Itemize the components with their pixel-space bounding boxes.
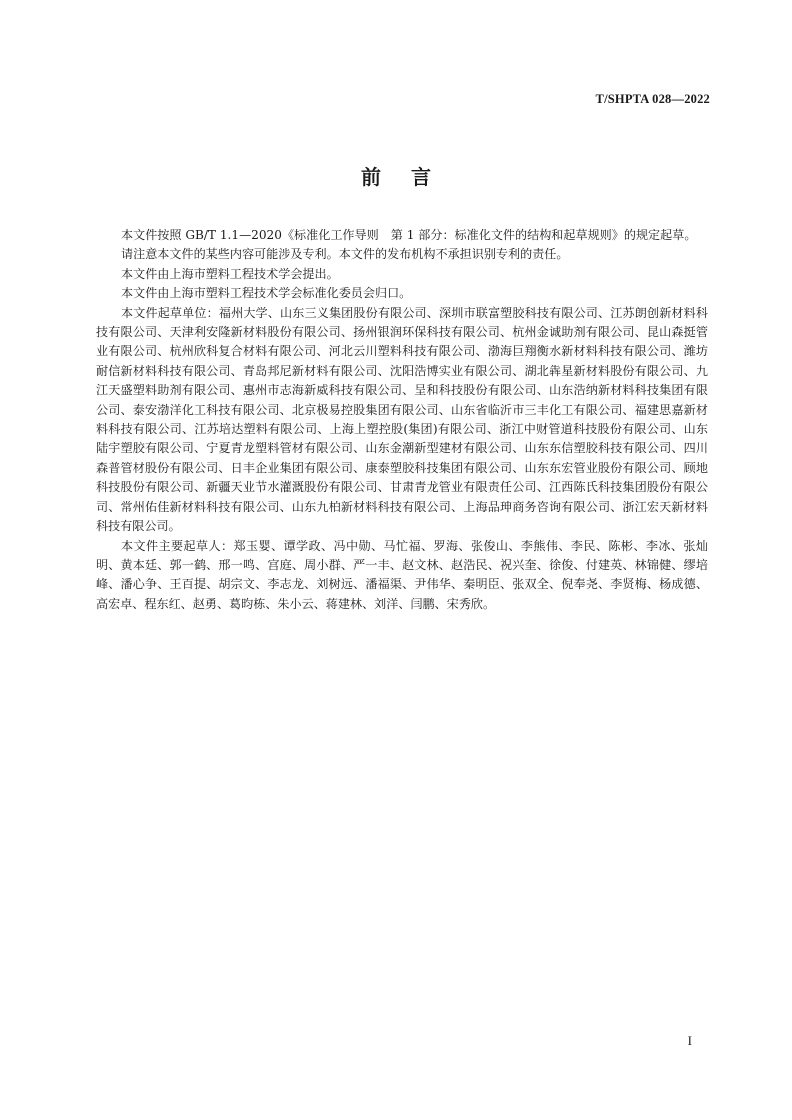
paragraph-main-drafters: 本文件主要起草人：郑玉婴、谭学政、冯中勋、马忙福、罗海、张俊山、李熊伟、李民、陈彬、李冰、张灿明、黄本廷、郭一鹤、邢一鸣、宫庭、周小群、严一丰、赵文林、赵浩民、祝兴奎、徐俊、付建英、林锦健、缪培峰、潘心争、王百提、胡宗文、李志龙、刘树远、潘福渠、尹伟华、秦明臣、张双全、倪奉尧、李贤梅、杨成德、高宏卓、程东红、赵勇、葛昀栋、朱小云、蒋建林、刘洋、闫鹏、宋秀欣。 xyxy=(96,538,708,611)
page-title: 前言 xyxy=(361,165,461,189)
foreword-body xyxy=(96,226,708,614)
paragraph-under-jurisdiction: 本文件由上海市塑料工程技术学会标准化委员会归口。 xyxy=(121,286,412,301)
paragraph-patent-notice: 请注意本文件的某些内容可能涉及专利。本文件的发布机构不承担识别专利的责任。 xyxy=(121,247,569,262)
paragraph-drafting-rules: 本文件按照 GB/T 1.1—2020《标准化工作导则 第 1 部分：标准化文件的结构和起草规则》的规定起草。 xyxy=(121,228,697,242)
standard-code: T/SHPTA 028—2022 xyxy=(595,92,710,106)
page-number: I xyxy=(687,1033,692,1048)
paragraph-proposed-by: 本文件由上海市塑料工程技术学会提出。 xyxy=(121,266,339,281)
paragraph-drafting-organizations: 本文件起草单位：福州大学、山东三义集团股份有限公司、深圳市联富塑胶科技有限公司、江苏朗创新材料科技有限公司、天津利安隆新材料股份有限公司、扬州银润环保科技有限公司、杭州金诚助剂有限公司、昆山森挺管业有限公司、杭州欣科复合材料有限公司、河北云川塑料科技有限公司、渤海巨翔衡水新材料科技有限公司、潍坊耐信新材料科技有限公司、青岛邦尼新材料有限公司、沈阳浩博实业有限公司、湖北犇星新材料股份有限公司、九江天盛塑料助剂有限公司、惠州市志海新威科技有限公司、呈和科技股份有限公司、山东浩纳新材料科技集团有限公司、泰安渤洋化工科技有限公司、北京极易控股集团有限公司、山东省临沂市三丰化工有限公司、福建思嘉新材料科技有限公司、江苏培达塑料有限公司、上海上塑控股(集团)有限公司、浙江中财管道科技股份有限公司、山东陆宇塑胶有限公司、宁夏青龙塑料管材有限公司、山东金潮新型建材有限公司、山东东信塑胶科技有限公司、四川森普管材股份有限公司、日丰企业集团有限公司、康泰塑胶科技集团有限公司、山东东宏管业股份有限公司、顾地科技股份有限公司、新疆天业节水灌溉股份有限公司、甘肃青龙管业有限责任公司、江西陈氏科技集团股份有限公司、常州佑佳新材料科技有限公司、山东九柏新材料科技有限公司、上海品珅商务咨询有限公司、浙江宏天新材料科技有限公司。 xyxy=(96,305,708,534)
